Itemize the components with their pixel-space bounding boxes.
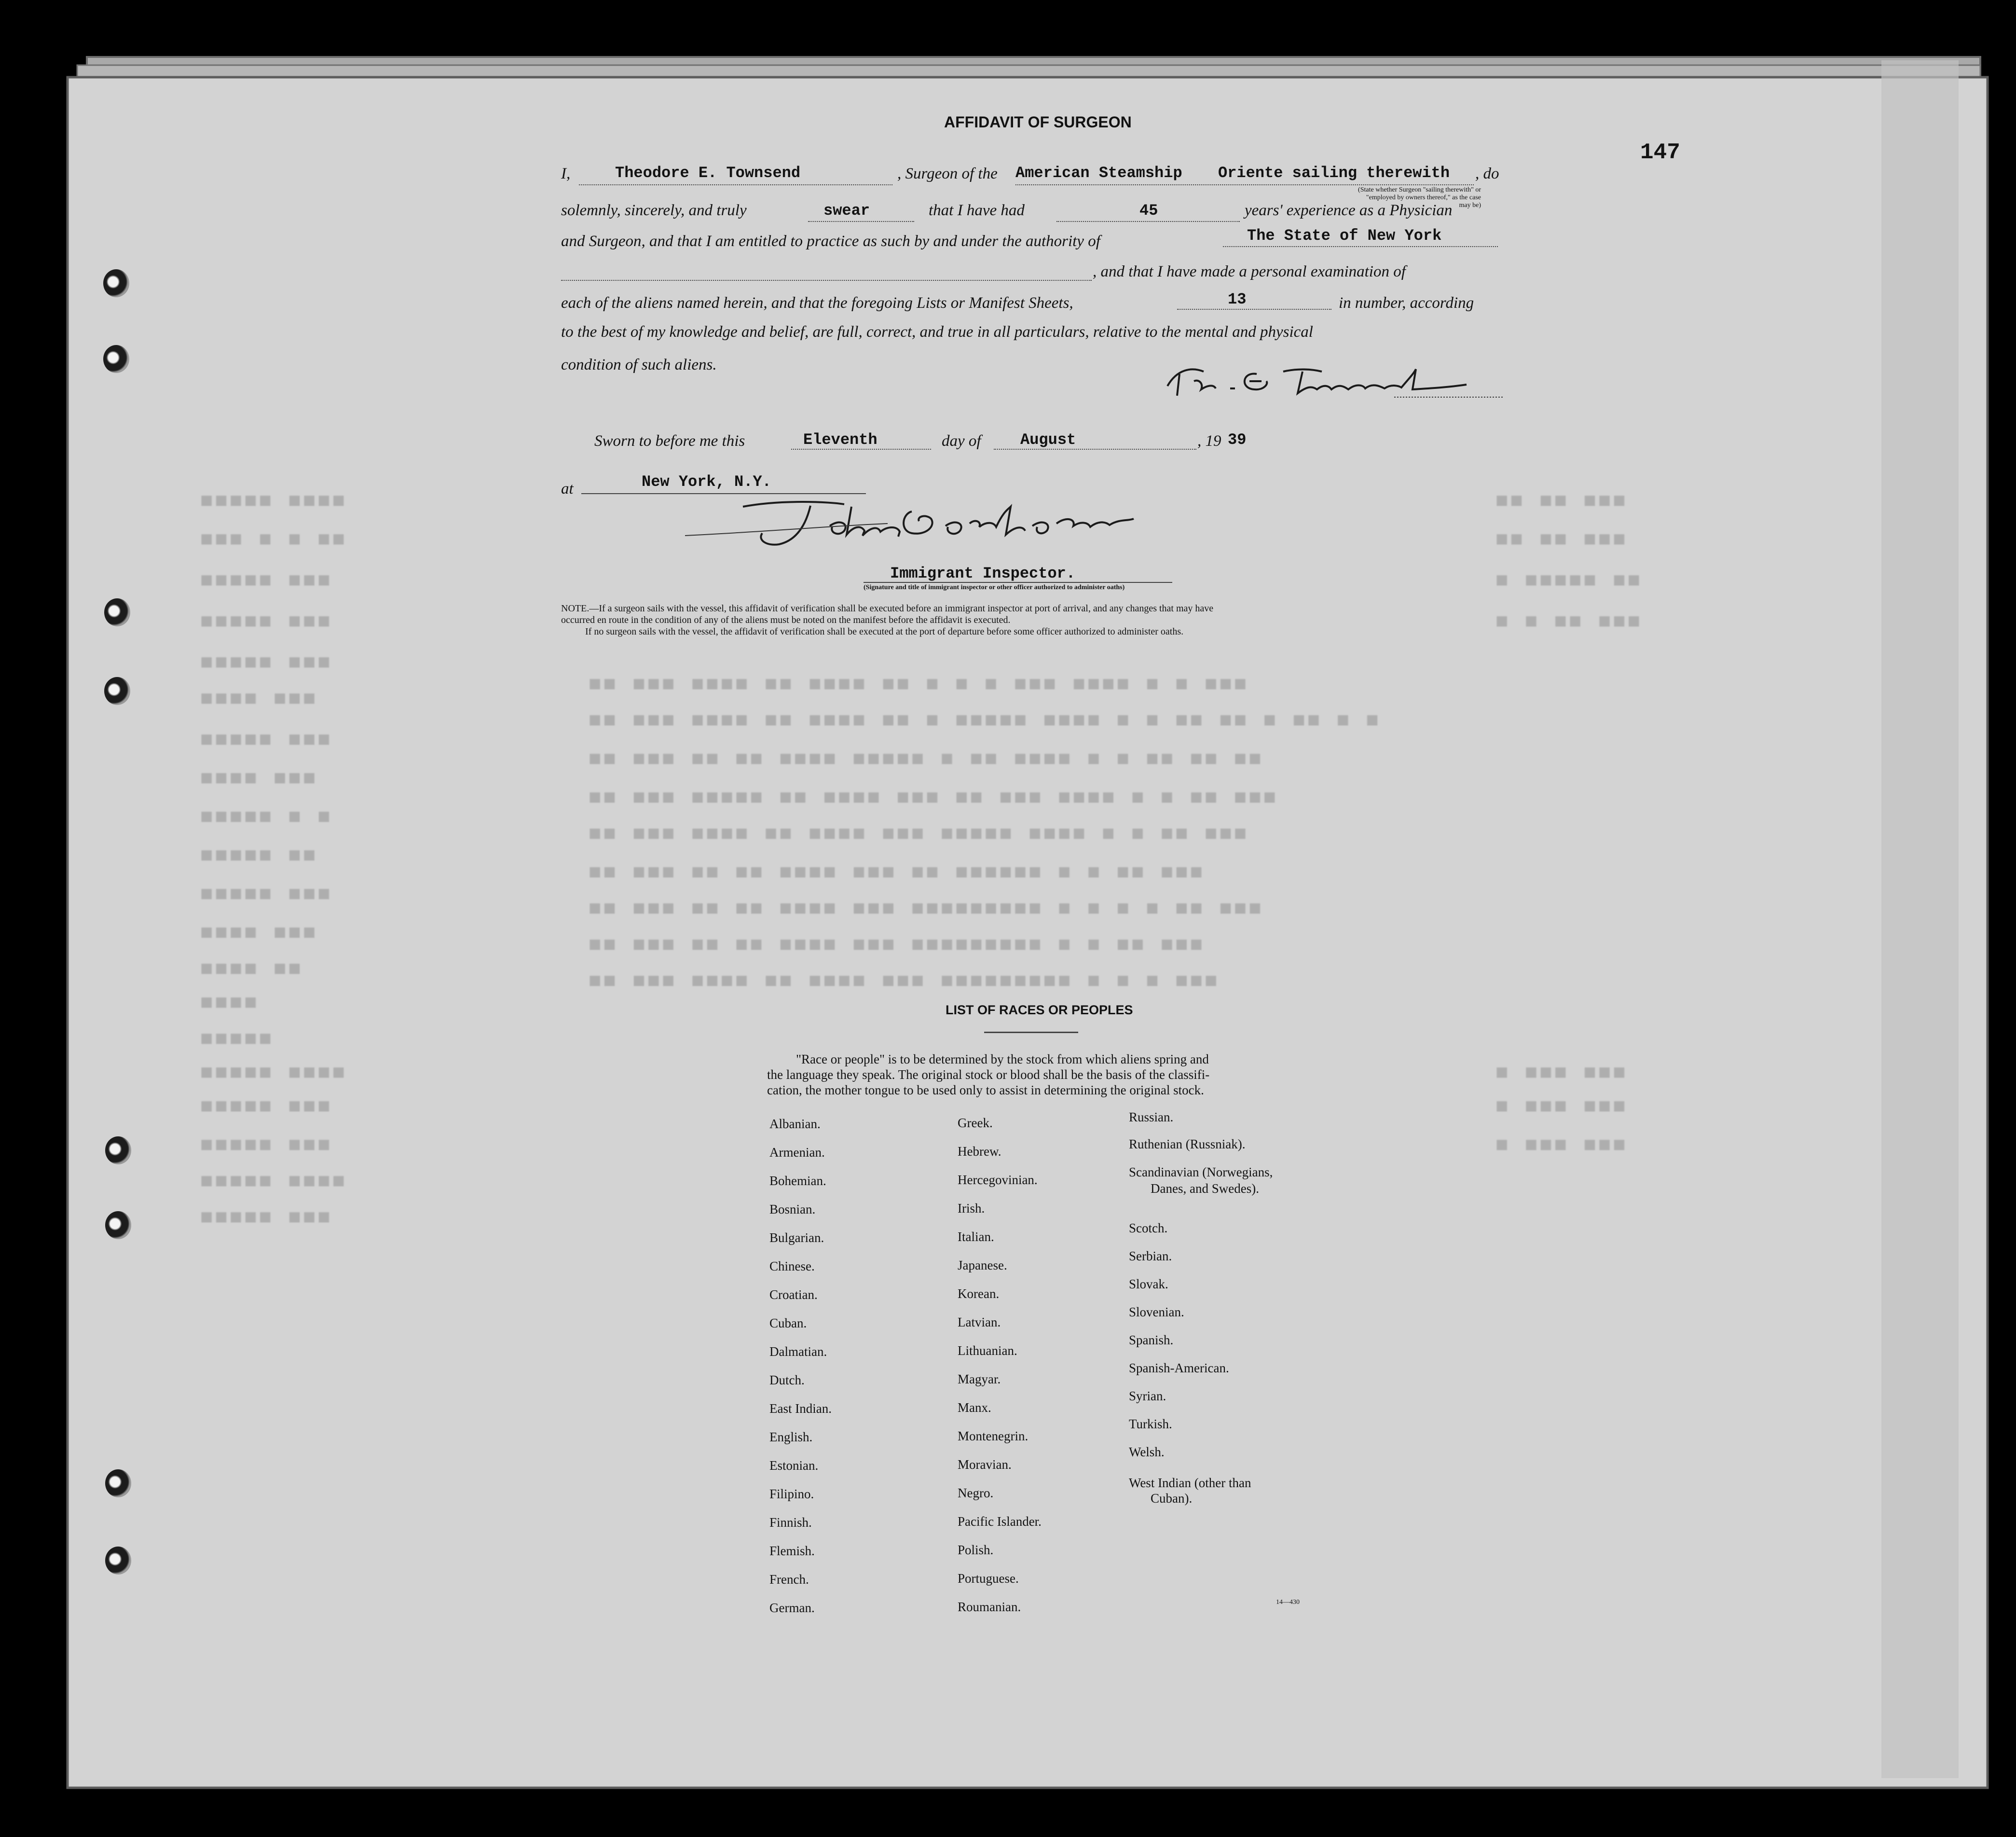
race-item: Chinese.: [769, 1259, 815, 1273]
inspector-hint: (Signature and title of immigrant inspector or other officer authorized to administer oaths): [864, 584, 1125, 591]
ship-name-line: [1015, 184, 1474, 185]
race-item: Hebrew.: [958, 1144, 1001, 1159]
surgeon-name-line: [579, 184, 892, 185]
race-item: Magyar.: [958, 1372, 1001, 1386]
race-item: Italian.: [958, 1229, 994, 1244]
authority-label: and Surgeon, and that I am entitled to practice as such by and under the authority of: [561, 233, 1100, 250]
note-line-3: If no surgeon sails with the vessel, the affidavit of verification shall be executed at the port of departure before some officer authorized to administer oaths.: [585, 626, 1184, 637]
years-field: 45: [1139, 202, 1158, 220]
race-item: Armenian.: [769, 1145, 825, 1160]
race-item: Japanese.: [958, 1258, 1007, 1272]
do-label: , do: [1475, 165, 1499, 182]
race-item: Estonian.: [769, 1458, 819, 1473]
binder-hole: [105, 1211, 131, 1239]
sworn-day-line: [791, 449, 931, 450]
form-code: 14—430: [1276, 1599, 1300, 1606]
race-item: Roumanian.: [958, 1600, 1021, 1614]
sheets-count-line: [1177, 309, 1331, 310]
binder-hole: [103, 269, 129, 297]
race-item: Lithuanian.: [958, 1343, 1017, 1358]
race-item: Cuban.: [769, 1316, 807, 1330]
binder-hole: [103, 345, 129, 373]
note-line-1: NOTE.—If a surgeon sails with the vessel, this affidavit of verification shall be executed before an immigrant inspector at port of arrival, and any changes that may have: [561, 603, 1214, 614]
race-item: Hercegovinian.: [958, 1173, 1038, 1187]
binder-hole: [104, 598, 130, 626]
race-item: Slovenian.: [1129, 1305, 1184, 1319]
year-prefix-label: , 19: [1197, 432, 1221, 450]
binder-hole: [104, 677, 130, 705]
condition-statement: condition of such aliens.: [561, 356, 717, 373]
surgeon-of-label: , Surgeon of the: [897, 165, 998, 182]
manifest-sheets-label: each of the aliens named herein, and that the foregoing Lists or Manifest Sheets,: [561, 294, 1073, 312]
experience-label-b: years' experience as a Physician: [1245, 202, 1453, 219]
race-item: Pacific Islander.: [958, 1514, 1042, 1529]
races-intro-2: the language they speak. The original stock or blood shall be the basis of the classifi-: [767, 1067, 1210, 1082]
race-item: Danes, and Swedes).: [1151, 1181, 1259, 1196]
race-item: Moravian.: [958, 1457, 1012, 1472]
note-line-2: occurred en route in the condition of any of the aliens must be noted on the manifest before the affidavit is executed.: [561, 615, 1011, 625]
surgeon-signature: [1158, 359, 1505, 403]
race-item: Slovak.: [1129, 1277, 1168, 1291]
authority-line-2: [561, 280, 1092, 281]
race-item: Croatian.: [769, 1287, 818, 1302]
experience-label-a: that I have had: [929, 202, 1025, 219]
ship-type-field: American Steamship: [1015, 164, 1182, 182]
surgeon-name-field: Theodore E. Townsend: [615, 164, 801, 182]
day-of-label: day of: [942, 432, 981, 450]
belief-statement: to the best of my knowledge and belief, are full, correct, and true in all particulars, relative to the mental and physical: [561, 323, 1313, 341]
sworn-month-field: August: [1020, 431, 1076, 449]
race-item: Scotch.: [1129, 1221, 1168, 1235]
sworn-day-field: Eleventh: [803, 431, 878, 449]
race-item: Portuguese.: [958, 1571, 1019, 1586]
binder-hole: [105, 1136, 131, 1164]
race-item: English.: [769, 1430, 813, 1444]
race-item: Russian.: [1129, 1110, 1174, 1124]
ship-name-field: Oriente sailing therewith: [1218, 164, 1450, 182]
sworn-place-line: [581, 493, 866, 494]
sworn-label: Sworn to before me this: [594, 432, 745, 450]
race-item: Filipino.: [769, 1487, 814, 1501]
authority-field: The State of New York: [1247, 227, 1442, 245]
race-item: Syrian.: [1129, 1389, 1166, 1403]
intro-label: I,: [561, 165, 571, 182]
race-item: Albanian.: [769, 1117, 821, 1131]
in-number-label: in number, according: [1339, 294, 1474, 312]
race-item: Cuban).: [1151, 1491, 1193, 1506]
race-item: Ruthenian (Russniak).: [1129, 1137, 1246, 1151]
page-number: 147: [1640, 140, 1680, 165]
race-item: Negro.: [958, 1486, 994, 1500]
race-item: Dalmatian.: [769, 1344, 827, 1359]
examination-label: , and that I have made a personal examination of: [1093, 263, 1406, 280]
svg-text:Theo. E. Townsend: Theo. E. Townsend: [1158, 359, 1162, 360]
solemnly-label: solemnly, sincerely, and truly: [561, 202, 747, 219]
race-item: Flemish.: [769, 1544, 815, 1558]
race-item: German.: [769, 1601, 815, 1615]
binder-hole: [105, 1469, 131, 1497]
inspector-title-field: Immigrant Inspector.: [890, 565, 1076, 582]
race-item: Polish.: [958, 1543, 994, 1557]
race-item: Irish.: [958, 1201, 985, 1215]
race-item: Spanish-American.: [1129, 1361, 1229, 1375]
affidavit-title: AFFIDAVIT OF SURGEON: [944, 113, 1132, 131]
sworn-place-field: New York, N.Y.: [642, 473, 771, 491]
inspector-title-line: [864, 582, 1172, 583]
race-item: French.: [769, 1572, 809, 1587]
sworn-month-line: [994, 449, 1196, 450]
race-item: Welsh.: [1129, 1445, 1165, 1459]
race-item: Turkish.: [1129, 1417, 1172, 1431]
race-item: Greek.: [958, 1116, 993, 1130]
inspector-signature: [685, 497, 1206, 555]
races-column-1: [769, 1110, 832, 1622]
binder-hole: [105, 1547, 131, 1575]
authority-line: [1223, 246, 1498, 247]
race-item: Scandinavian (Norwegians,: [1129, 1165, 1273, 1179]
race-item: Serbian.: [1129, 1249, 1172, 1263]
races-title-rule: [984, 1032, 1078, 1033]
races-intro-1: "Race or people" is to be determined by the stock from which aliens spring and: [796, 1052, 1209, 1066]
race-item: Latvian.: [958, 1315, 1001, 1329]
race-item: Dutch.: [769, 1373, 805, 1387]
races-intro-3: cation, the mother tongue to be used only to assist in determining the original stock.: [767, 1083, 1204, 1097]
race-item: Bohemian.: [769, 1174, 826, 1188]
race-item: Spanish.: [1129, 1333, 1174, 1347]
years-line: [1056, 221, 1240, 222]
race-item: West Indian (other than: [1129, 1476, 1251, 1490]
race-item: Bosnian.: [769, 1202, 816, 1216]
oath-line: [808, 221, 914, 222]
sheets-count-field: 13: [1228, 290, 1247, 308]
oath-field: swear: [823, 202, 870, 220]
ship-hint: (State whether Surgeon "sailing therewith" or "employed by owners thereof," as the case may be): [1358, 186, 1481, 209]
sworn-year-field: 39: [1228, 431, 1247, 449]
races-column-2: [958, 1109, 1042, 1621]
race-item: East Indian.: [769, 1401, 832, 1416]
race-item: Finnish.: [769, 1515, 812, 1530]
race-item: Manx.: [958, 1400, 991, 1415]
at-label: at: [561, 480, 574, 497]
race-item: Bulgarian.: [769, 1230, 824, 1245]
race-item: Montenegrin.: [958, 1429, 1029, 1443]
races-title: LIST OF RACES OR PEOPLES: [946, 1003, 1133, 1017]
race-item: Korean.: [958, 1286, 1000, 1301]
